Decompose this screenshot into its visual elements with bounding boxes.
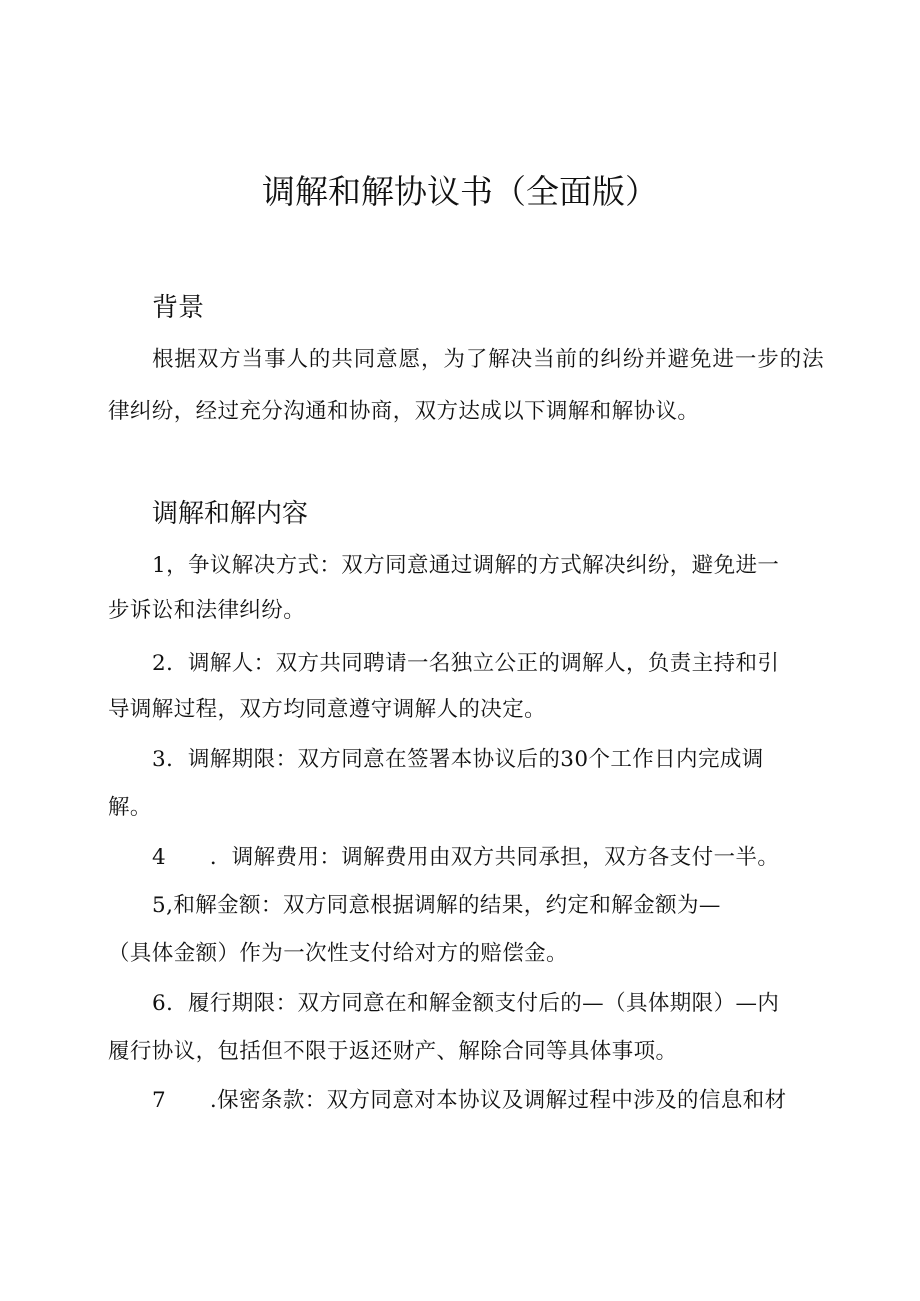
clause-5-line-1: 5,和解金额：双方同意根据调解的结果，约定和解金额为—	[152, 893, 721, 918]
clause-7-line-1: 7 .保密条款：双方同意对本协议及调解过程中涉及的信息和材	[152, 1088, 787, 1113]
clause-1-line-2: 步诉讼和法律纠纷。	[108, 598, 306, 623]
clause-1-line-1: 1，争议解决方式：双方同意通过调解的方式解决纠纷，避免进一	[152, 553, 780, 578]
clause-3-line-1: 3．调解期限：双方同意在签署本协议后的30个工作日内完成调	[152, 747, 764, 772]
section-heading-background: 背景	[152, 293, 205, 323]
clause-2-line-2: 导调解过程，双方均同意遵守调解人的决定。	[108, 697, 547, 722]
clause-2-line-1: 2．调解人：双方共同聘请一名独立公正的调解人，负责主持和引	[152, 651, 780, 676]
background-paragraph: 根据双方当事人的共同意愿，为了解决当前的纠纷并避免进一步的法律纠纷，经过充分沟通和协商，双方达成以下调解和解协议。	[108, 347, 824, 424]
clause-3-line-2: 解。	[108, 795, 152, 820]
clause-6-line-1: 6．履行期限：双方同意在和解金额支付后的—（具体期限）—内	[152, 991, 780, 1016]
document-title: 调解和解协议书（全面版）	[262, 172, 658, 211]
clause-5-line-2: （具体金额）作为一次性支付给对方的赔偿金。	[108, 941, 568, 966]
clause-6-line-2: 履行协议，包括但不限于返还财产、解除合同等具体事项。	[108, 1039, 678, 1064]
section-heading-content: 调解和解内容	[152, 499, 309, 529]
clause-4-line-1: 4 ．调解费用：调解费用由双方共同承担，双方各支付一半。	[152, 845, 780, 870]
